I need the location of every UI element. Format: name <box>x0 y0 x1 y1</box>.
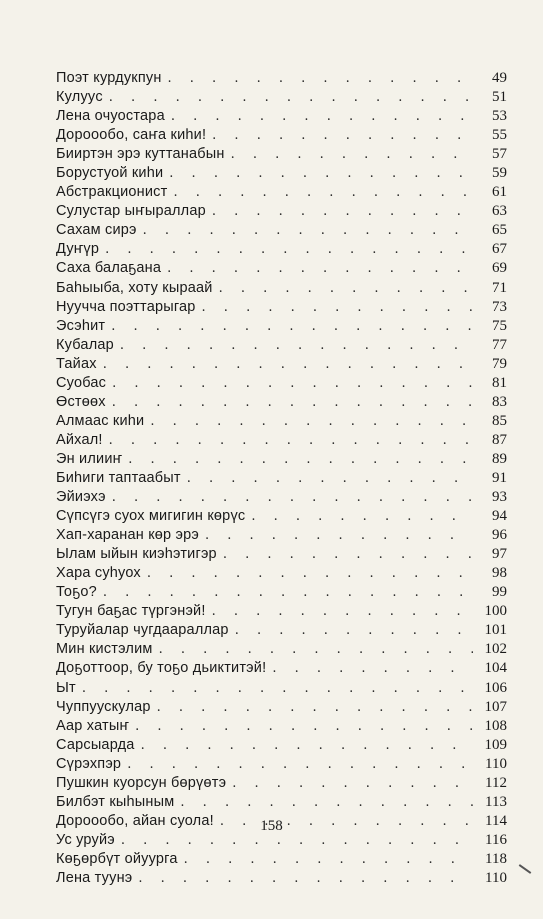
toc-entry-title: Эн илииҥ <box>56 450 123 467</box>
toc-entry-page: 71 <box>492 279 507 296</box>
toc-entry <box>56 717 507 736</box>
toc-entry-title: Ыт <box>56 679 76 696</box>
dot-leader <box>235 621 473 640</box>
toc-entry-page: 106 <box>484 679 507 696</box>
dot-leader <box>143 221 473 240</box>
toc-entry <box>56 164 507 183</box>
toc-entry-page: 53 <box>492 108 507 125</box>
toc-entry-title: Билбэт кыһыным <box>56 793 175 810</box>
toc-entry-page: 114 <box>485 812 507 829</box>
toc-entry <box>56 488 507 507</box>
dot-leader <box>212 602 473 621</box>
toc-entry-page: 107 <box>484 698 507 715</box>
dot-leader <box>147 564 473 583</box>
toc-entry-title: Бииртэн эрэ куттанабын <box>56 146 225 163</box>
toc-entry <box>56 526 507 545</box>
toc-entry <box>56 698 507 717</box>
toc-entry <box>56 793 507 812</box>
toc-entry <box>56 126 507 145</box>
toc-entry-page: 67 <box>492 241 507 258</box>
dot-leader <box>167 259 473 278</box>
toc-entry <box>56 259 507 278</box>
dot-leader <box>112 374 473 393</box>
toc-entry-title: Көҕөрбүт ойуурга <box>56 850 178 867</box>
toc-entry-title: Чуппуускулар <box>56 698 151 715</box>
toc-entry-title: Абстракционист <box>56 184 168 201</box>
toc-entry-title: Лена очуостара <box>56 108 165 125</box>
toc-entry <box>56 659 507 678</box>
toc-entry <box>56 640 507 659</box>
toc-entry <box>56 317 507 336</box>
toc-entry <box>56 88 507 107</box>
toc-entry-title: Саха балаҕана <box>56 260 162 277</box>
toc-entry <box>56 69 507 88</box>
toc-entry-page: 116 <box>485 831 507 848</box>
toc-entry-title: Суобас <box>56 374 107 391</box>
toc-entry-page: 93 <box>492 489 507 506</box>
dot-leader <box>109 88 473 107</box>
toc-entry <box>56 755 507 774</box>
toc-entry-title: Өстөөх <box>56 393 106 410</box>
toc-entry-page: 98 <box>492 565 507 582</box>
toc-entry <box>56 583 507 602</box>
toc-entry-page: 100 <box>484 603 507 620</box>
toc-entry-page: 49 <box>492 70 507 86</box>
toc-entry-page: 102 <box>484 641 507 658</box>
toc-entry-title: Дуҥүр <box>56 241 100 258</box>
toc-entry-title: Сулустар ыҥыраллар <box>56 203 206 220</box>
toc-entry <box>56 507 507 526</box>
table-of-contents <box>56 69 507 888</box>
toc-entry-title: Туруйалар чугдаараллар <box>56 622 229 639</box>
toc-entry-page: 110 <box>485 755 507 772</box>
dot-leader <box>82 679 473 698</box>
dot-leader <box>111 317 473 336</box>
toc-entry-page: 83 <box>492 393 507 410</box>
dot-leader <box>212 202 473 221</box>
toc-entry <box>56 431 507 450</box>
dot-leader <box>173 183 473 202</box>
toc-entry-page: 79 <box>492 355 507 372</box>
toc-entry-title: Тайах <box>56 355 97 372</box>
toc-entry-title: Аар хатыҥ <box>56 717 130 734</box>
dot-leader <box>251 507 473 526</box>
toc-entry-title: Лена туунэ <box>56 869 133 886</box>
toc-entry-title: Эсэһит <box>56 317 106 334</box>
toc-entry-title: Сарсыарда <box>56 736 135 753</box>
toc-entry-page: 113 <box>485 793 507 810</box>
toc-entry-page: 99 <box>492 584 507 601</box>
toc-entry-page: 69 <box>492 260 507 277</box>
toc-entry <box>56 183 507 202</box>
toc-entry <box>56 393 507 412</box>
toc-entry <box>56 621 507 640</box>
dot-leader <box>187 469 473 488</box>
toc-entry <box>56 202 507 221</box>
toc-entry-title: Мин кистэлим <box>56 641 153 658</box>
dot-leader <box>205 526 473 545</box>
toc-entry <box>56 450 507 469</box>
toc-entry-title: Баһыыба, хоту кыраай <box>56 279 213 296</box>
toc-entry <box>56 545 507 564</box>
toc-entry-page: 101 <box>484 622 507 639</box>
dot-leader <box>223 545 473 564</box>
dot-leader <box>141 736 473 755</box>
dot-leader <box>168 69 473 88</box>
dot-leader <box>202 298 473 317</box>
toc-entry-title: Ус уруйэ <box>56 831 115 848</box>
toc-entry-page: 73 <box>492 298 507 315</box>
toc-entry-page: 75 <box>492 317 507 334</box>
toc-entry <box>56 869 507 888</box>
toc-entry <box>56 412 507 431</box>
toc-entry <box>56 279 507 298</box>
toc-entry-title: Поэт курдукпун <box>56 70 162 86</box>
toc-entry-title: Эйиэхэ <box>56 489 106 506</box>
toc-entry <box>56 850 507 869</box>
dot-leader <box>127 755 473 774</box>
dot-leader <box>120 336 473 355</box>
toc-entry <box>56 564 507 583</box>
toc-entry-title: Айхал! <box>56 431 103 448</box>
dot-leader <box>159 640 473 659</box>
dot-leader <box>128 450 473 469</box>
toc-entry-title: Биһиги таптаабыт <box>56 469 181 486</box>
dot-leader <box>157 698 473 717</box>
dot-leader <box>105 240 473 259</box>
toc-entry-page: 59 <box>492 165 507 182</box>
toc-entry-page: 97 <box>492 546 507 563</box>
toc-entry-page: 57 <box>492 146 507 163</box>
toc-entry-page: 81 <box>492 374 507 391</box>
toc-entry-page: 104 <box>484 660 507 677</box>
dot-leader <box>231 145 473 164</box>
toc-entry-page: 96 <box>492 527 507 544</box>
dot-leader <box>138 869 473 888</box>
toc-entry-title: Сахам сирэ <box>56 222 137 239</box>
toc-entry-page: 65 <box>492 222 507 239</box>
toc-entry-page: 109 <box>484 736 507 753</box>
dot-leader <box>219 279 473 298</box>
dot-leader <box>171 107 473 126</box>
toc-entry-page: 94 <box>492 508 507 525</box>
toc-entry <box>56 774 507 793</box>
toc-entry-title: Пушкин куорсун бөрүөтэ <box>56 774 227 791</box>
toc-entry-title: Алмаас киһи <box>56 412 145 429</box>
toc-entry-title: Кулууc <box>56 89 103 106</box>
toc-entry-page: 108 <box>484 717 507 734</box>
toc-entry-page: 91 <box>492 469 507 486</box>
toc-entry <box>56 469 507 488</box>
toc-entry-title: Нууччa поэттарыгар <box>56 298 196 315</box>
toc-entry <box>56 221 507 240</box>
toc-entry <box>56 240 507 259</box>
dot-leader <box>112 393 473 412</box>
toc-entry <box>56 145 507 164</box>
toc-entry-title: Тоҕо? <box>56 584 97 601</box>
dot-leader <box>272 659 473 678</box>
dot-leader <box>135 717 473 736</box>
toc-entry-page: 55 <box>492 127 507 144</box>
dot-leader <box>103 583 473 602</box>
toc-entry-title: Хап-харанан көр эрэ <box>56 527 199 544</box>
toc-entry <box>56 355 507 374</box>
toc-entry <box>56 679 507 698</box>
toc-entry-title: Сүрэхпэр <box>56 755 122 772</box>
toc-entry <box>56 298 507 317</box>
dot-leader <box>232 774 473 793</box>
dot-leader <box>112 488 473 507</box>
toc-entry-page: 87 <box>492 431 507 448</box>
toc-entry <box>56 736 507 755</box>
page-number-footer: 158 <box>260 818 283 834</box>
toc-entry-title: Тугун баҕас түргэнэй! <box>56 603 206 620</box>
toc-entry-page: 51 <box>492 89 507 106</box>
toc-entry-title: Кубалар <box>56 336 114 353</box>
toc-entry-title: Доҕоттоор, бу тоҕо дьиктитэй! <box>56 660 267 677</box>
toc-entry <box>56 374 507 393</box>
toc-entry-page: 112 <box>485 774 507 791</box>
toc-entry-page: 89 <box>492 450 507 467</box>
toc-entry <box>56 107 507 126</box>
toc-entry-title: Хара суһуох <box>56 565 141 582</box>
toc-entry-title: Дороообо, айан суола! <box>56 812 214 829</box>
toc-entry-page: 110 <box>485 869 507 886</box>
dot-leader <box>180 793 473 812</box>
toc-entry-page: 77 <box>492 336 507 353</box>
toc-entry-page: 61 <box>492 184 507 201</box>
dot-leader <box>109 431 473 450</box>
toc-entry-page: 118 <box>485 850 507 867</box>
toc-entry-title: Борустуой киһи <box>56 165 164 182</box>
dot-leader <box>184 850 473 869</box>
toc-entry-title: Дороообо, саҥа киһи! <box>56 127 207 144</box>
dot-leader <box>169 164 473 183</box>
toc-entry-title: Ылам ыйын киэһэтигэр <box>56 546 217 563</box>
toc-entry-page: 63 <box>492 203 507 220</box>
dot-leader <box>150 412 473 431</box>
toc-entry-page: 85 <box>492 412 507 429</box>
toc-entry-title: Сүпсүгэ суох мигигин көрүс <box>56 508 246 525</box>
toc-entry <box>56 602 507 621</box>
dot-leader <box>212 126 473 145</box>
scan-mark <box>519 864 532 874</box>
dot-leader <box>103 355 473 374</box>
toc-entry <box>56 336 507 355</box>
